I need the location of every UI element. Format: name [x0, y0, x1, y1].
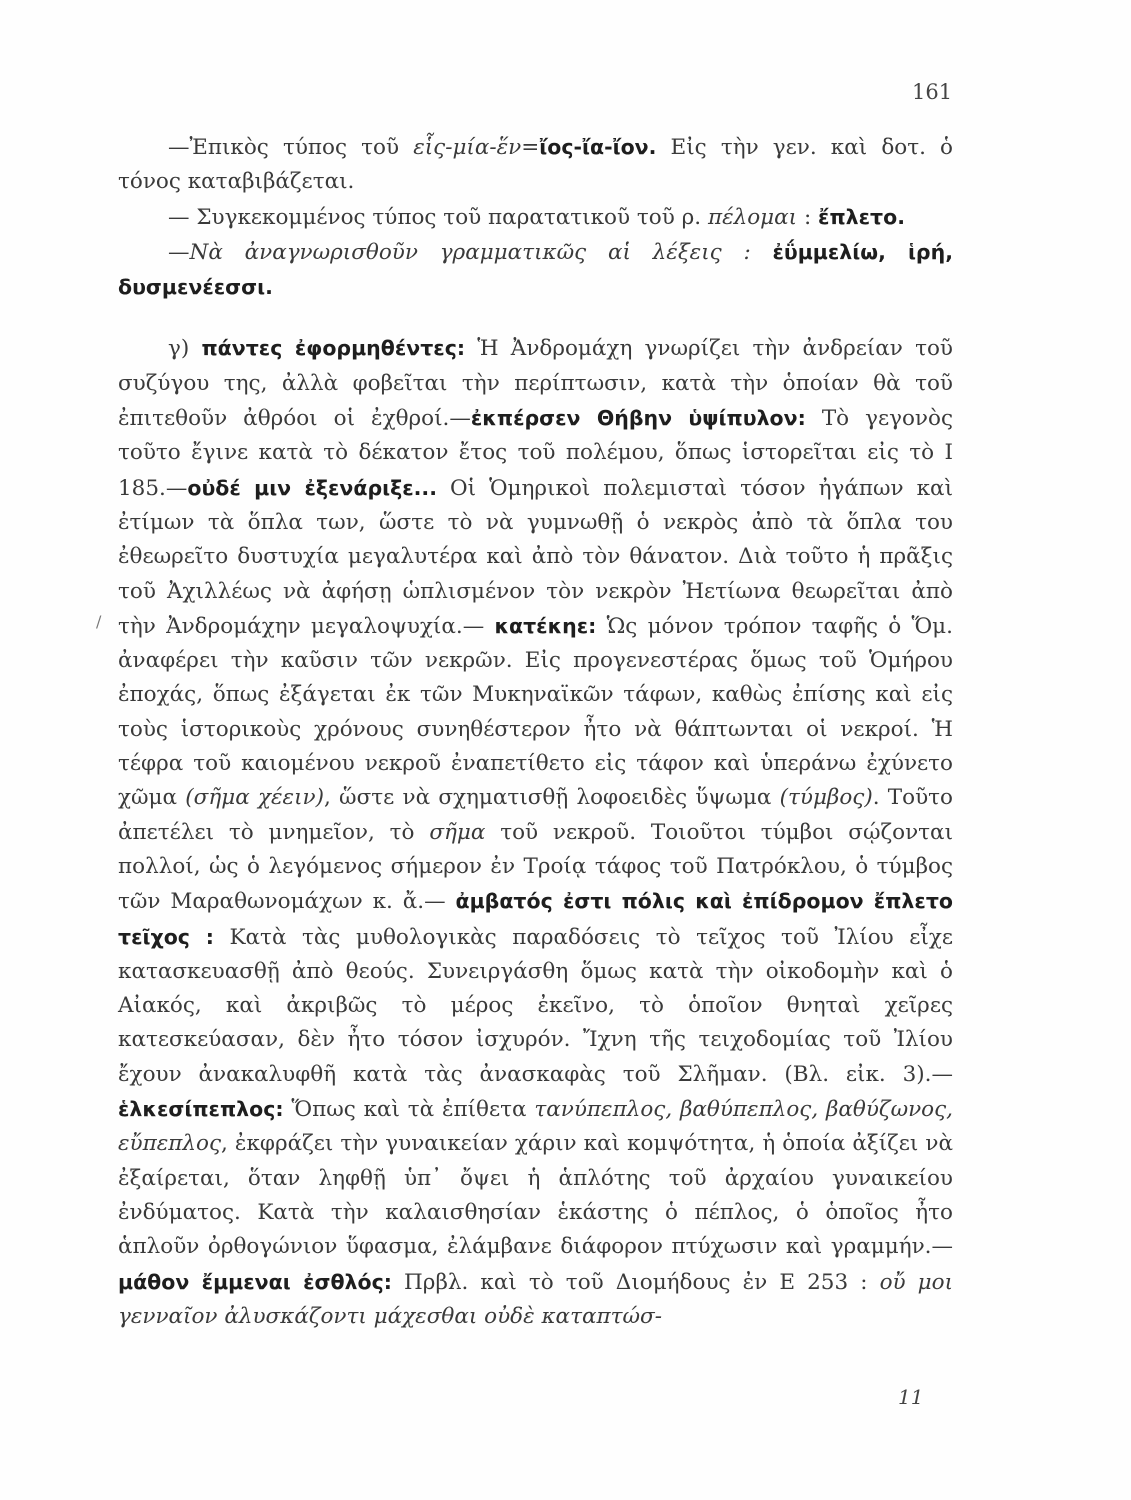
text-run: Κατὰ τὰς μυθολογικὰς παραδόσεις τὸ τεῖχος τοῦ Ἰλίου εἶχε κατασκευασθῇ ἀπὸ θεούς. Συνειργάσθη ὅμως κατὰ τὴν οἰκοδομὴν καὶ ὁ Αἰακός, καὶ ἀκριβῶς τὸ μέρος ἐκεῖνο, τὸ ὁποῖον θνηταὶ χεῖρες κατεσκεύασαν, δὲν ἦτο τόσον ἰσχυρόν. Ἴχνη τῆς τειχοδομίας τοῦ Ἰλίου ἔχουν ἀνακαλυφθῆ κατὰ τὰς ἀνασκαφὰς τοῦ Σλῆμαν. (Βλ. εἰκ. 3).— — [118, 924, 953, 1087]
text-run: , ὥστε νὰ σχηματισθῇ λοφοειδὲς ὕψωμα — [323, 785, 780, 811]
lemma-term: ἑλκεσίπεπλος: — [118, 1097, 284, 1122]
text-run: Ὡς μόνον τρόπον ταφῆς ὁ Ὅμ. ἀναφέρει τὴν καῦσιν τῶν νεκρῶν. Εἰς προγενεστέρας ὅμως τοῦ Ὁμήρου ἐποχάς, ὅπως ἐξάγεται ἐκ τῶν Μυκηναϊκῶν τάφων, καθὼς ἐπίσης καὶ εἰς τοὺς ἱστορικοὺς χρόνους συνηθέστερον ἦτο νὰ θάπτωνται οἱ νεκροί. Ἡ τέφρα τοῦ καιομένου νεκροῦ ἐναπετίθετο εἰς τάφον καὶ ὑπεράνω ἐχύνετο χῶμα — [118, 613, 953, 811]
signature-mark: 11 — [898, 1385, 924, 1409]
lemma-term: ἀμβατός ἐστι πόλις καὶ ἐπίδρομον ἔπλετο τεῖχος : — [118, 889, 953, 949]
lemma-term: ἴος-ἴα-ἴον. — [539, 135, 657, 159]
paragraph-syncopated-form — [118, 200, 953, 235]
italic-quote: Νὰ ἀναγνωρισθοῦν γραμματικῶς αἱ λέξεις : — [189, 239, 751, 265]
italic-quote: (τύμβος) — [779, 785, 873, 811]
paragraph-grammar-exercise — [118, 235, 953, 306]
text-run: : — [797, 204, 819, 230]
italic-quote: πέλομαι — [707, 204, 798, 230]
text-run: — Συγκεκομμένος τύπος τοῦ παρατατικοῦ τοῦ ρ. — [168, 204, 708, 230]
italic-quote: (σῆμα χέειν) — [185, 785, 324, 811]
lemma-term: οὐδέ μιν ἐξενάριξε... — [187, 475, 437, 500]
text-run: Οἱ Ὁμηρικοὶ πολεμισταὶ τόσον ἠγάπων καὶ ἐτίμων τὰ ὅπλα των, ὥστε τὸ νὰ γυμνωθῇ ὁ νεκρὸς ἀπὸ τὰ ὅπλα του ἐθεωρεῖτο δυστυχία μεγαλυτέρα καὶ ἀπὸ τὸν θάνατον. Διὰ τοῦτο ἡ πρᾶξις τοῦ Ἀχιλλέως νὰ ἀφήσῃ ὡπλισμένον τὸν νεκρὸν Ἠετίωνα θεωρεῖται ἀπὸ τὴν Ἀνδρομάχην μεγαλοψυχία.— — [118, 475, 953, 639]
lemma-term: μάθον ἔμμεναι ἐσθλός: — [118, 1269, 392, 1294]
lemma-term: ἐΰμμελίω, ἱρή, δυσμενέεσσι. — [118, 239, 953, 300]
text-run: — — [168, 239, 190, 265]
italic-quote: σῆμα — [429, 819, 486, 845]
page-number: 161 — [912, 80, 953, 104]
margin-mark: / — [96, 612, 102, 631]
lemma-term: κατέκηε: — [494, 613, 597, 638]
text-run: Ἡ Ἀνδρομάχη γνωρίζει τὴν ἀνδρείαν τοῦ συζύγου της, ἀλλὰ φοβεῖται τὴν περίπτωσιν, κατὰ τὴν ὁποίαν θὰ τοῦ ἐπιτεθοῦν ἀθρόοι οἱ ἐχθροί.— — [118, 336, 953, 432]
text-run: . Τοῦτο ἀπετέλει τὸ μνημεῖον, τὸ — [118, 785, 954, 845]
text-run: , ἐκφράζει τὴν γυναικείαν χάριν καὶ κομψότητα, ἡ ὁποία ἀξίζει νὰ ἐξαίρεται, ὅταν ληφθῇ ὑπ᾽ ὄψει ἡ ἁπλότης τοῦ ἀρχαίου γυναικείου ἐνδύματος. Κατὰ τὴν καλαισθησίαν ἑκάστης ὁ πέπλος, ὁ ὁποῖος ἦτο ἁπλοῦν ὀρθογώνιον ὕφασμα, ἐλάμβανε διάφορον πτύχωσιν καὶ γραμμήν.— — [118, 1131, 953, 1260]
text-run: τοῦ νεκροῦ. Τοιοῦτοι τύμβοι σῴζονται πολλοί, ὡς ὁ λεγόμενος σήμερον ἐν Τροίᾳ τάφος τοῦ Πατρόκλου, ὁ τύμβος τῶν Μαραθωνομάχων κ. ἄ.— — [118, 819, 954, 915]
italic-quote: εἷς-μία-ἕν= — [413, 135, 540, 160]
text-run: Πρβλ. καὶ τὸ τοῦ Διομήδους ἐν Ε 253 : — [391, 1269, 880, 1295]
italic-quote: οὔ μοι γενναῖον ἀλυσκάζοντι μάχεσθαι οὐδὲ καταπτώσ- — [118, 1269, 954, 1329]
text-run: Τὸ γεγονὸς τοῦτο ἔγινε κατὰ τὸ δέκατον ἔτος τοῦ πολέμου, ὅπως ἱστορεῖται εἰς τὸ Ι 185.— — [118, 406, 953, 501]
lemma-term: πάντες ἐφορμηθέντες: — [201, 336, 466, 361]
text-run: γ) — [168, 336, 202, 362]
lemma-term: ἐκπέρσεν Θήβην ὑψίπυλον: — [470, 406, 806, 431]
paragraph-commentary — [118, 331, 953, 1334]
italic-quote: τανύπεπλος, βαθύπεπλος, βαθύζωνος, εὔπεπλος — [118, 1097, 953, 1157]
text-run: —Ἐπικὸς τύπος τοῦ — [168, 135, 414, 160]
paragraph-epic-form — [118, 130, 953, 200]
body-text — [118, 130, 953, 1334]
text-run: Ὅπως καὶ τὰ ἐπίθετα — [283, 1097, 535, 1123]
lemma-term: ἔπλετο. — [818, 204, 905, 229]
text-run — [751, 240, 773, 265]
text-run: Εἰς τὴν γεν. καὶ δοτ. ὁ τόνος καταβιβάζεται. — [118, 135, 953, 195]
